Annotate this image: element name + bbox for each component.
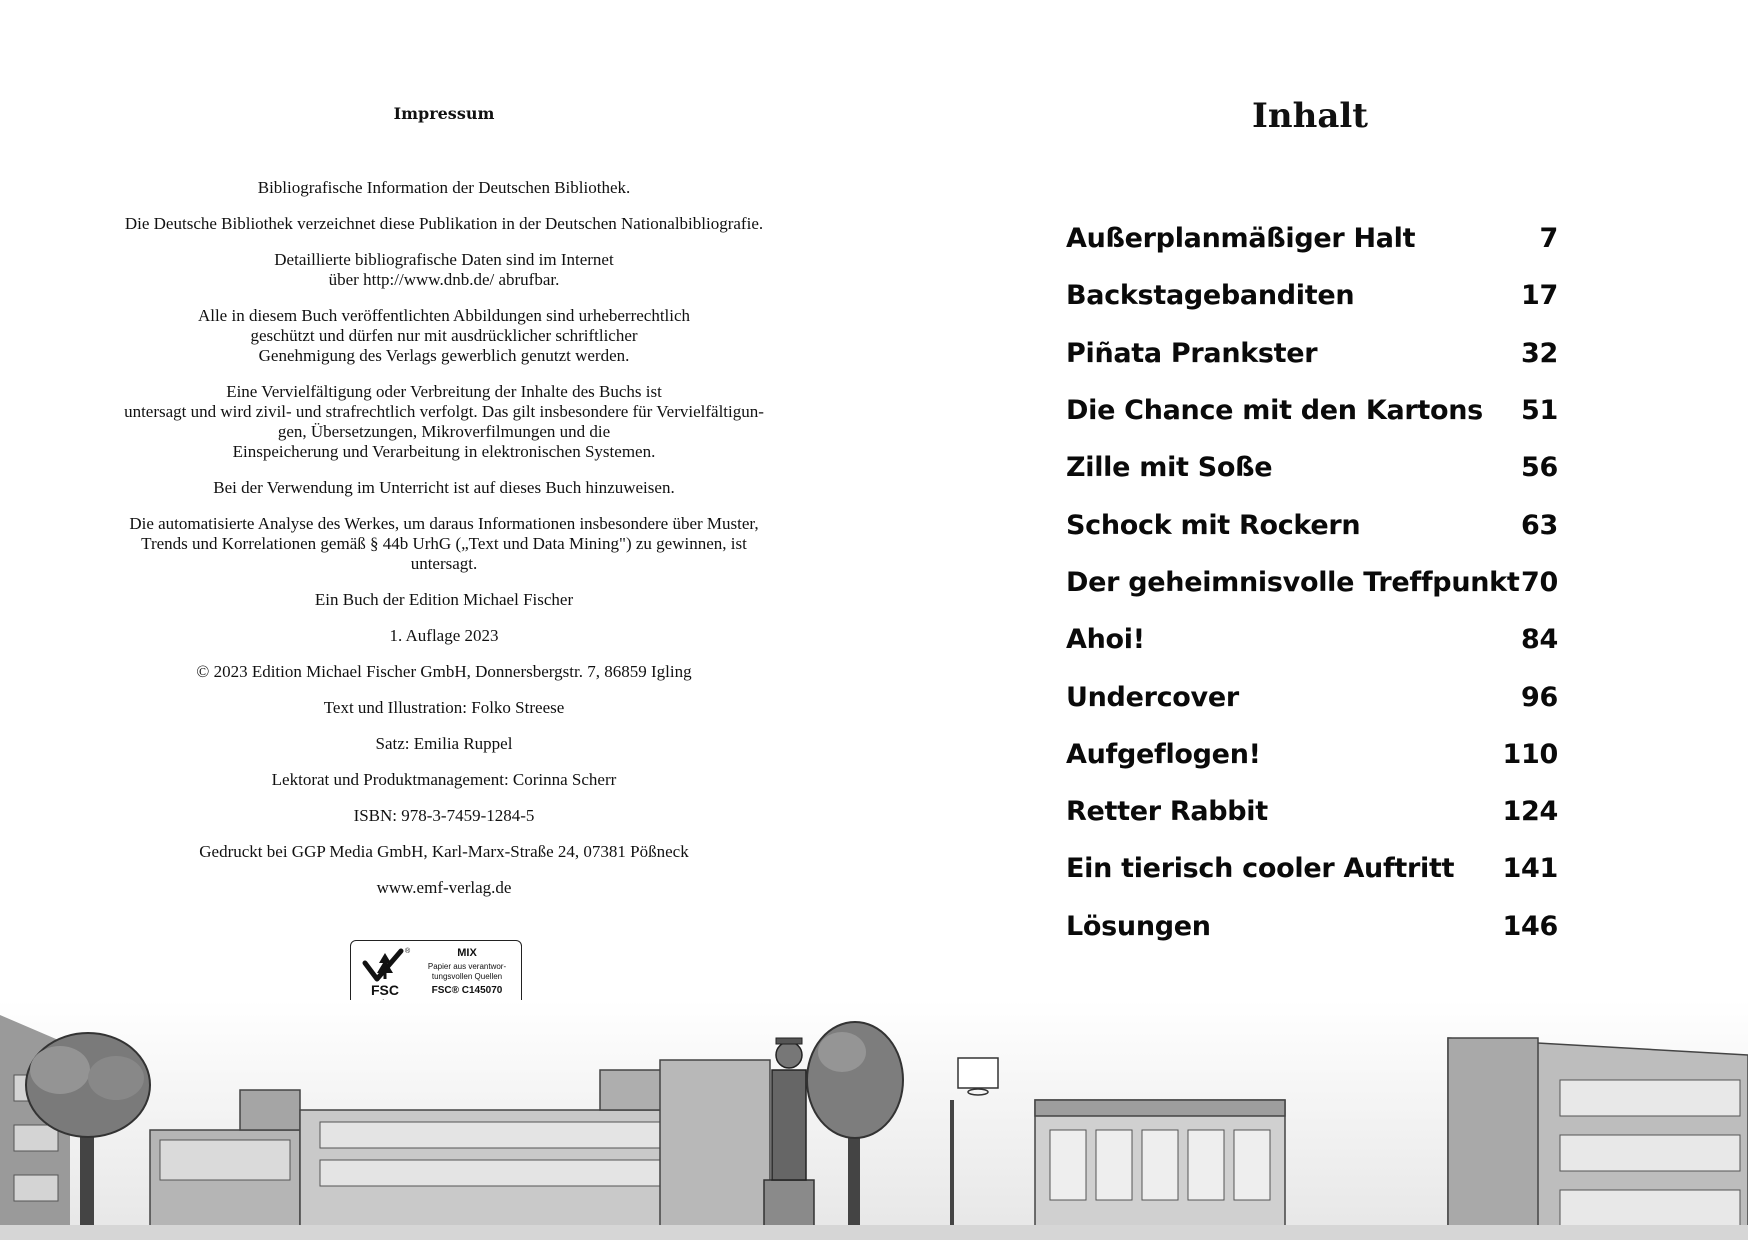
fsc-text	[415, 947, 519, 996]
printer-line: Gedruckt bei GGP Media GmbH, Karl-Marx-Straße 24, 07381 Pößneck	[199, 842, 689, 861]
toc-page-number: 84	[1521, 624, 1558, 656]
impressum-paragraph: Detaillierte bibliografische Daten sind im Internet über http://www.dnb.de/ abrufbar.	[274, 250, 614, 289]
impressum-paragraph: Alle in diesem Buch veröffentlichten Abbildungen sind urheberrechtlich geschützt und dürfen nur mit ausdrücklicher schriftlicher Genehmigung des Verlags gewerblich genutzt werden.	[197, 306, 691, 365]
toc-page-number: 56	[1521, 452, 1558, 484]
toc-chapter-title: Der geheimnisvolle Treffpunkt	[1066, 566, 1520, 598]
toc-page-number: 110	[1502, 738, 1558, 770]
toc-entry[interactable]	[1066, 726, 1558, 783]
toc-chapter-title: Außerplanmäßiger Halt	[1066, 223, 1416, 255]
toc-page-number: 124	[1502, 796, 1558, 828]
toc-entry[interactable]	[1066, 840, 1558, 897]
toc-entry[interactable]	[1066, 325, 1558, 382]
toc-entry[interactable]	[1066, 382, 1558, 439]
schoolyard-illustration	[0, 1000, 1748, 1240]
toc-page-number: 63	[1521, 509, 1558, 541]
author-line: Text und Illustration: Folko Streese	[323, 698, 565, 717]
editor-line: Lektorat und Produktmanagement: Corinna Scherr	[271, 770, 617, 789]
fsc-registered-mark: ®	[405, 948, 411, 955]
toc-chapter-title: Retter Rabbit	[1066, 796, 1268, 828]
toc-page-number: 32	[1521, 337, 1558, 369]
impressum-paragraph: Die automatisierte Analyse des Werkes, um daraus Informationen insbesondere über Muster, Trends und Korrelationen gemäß § 44b UrhG („Text und Data Mining") zu gewinnen, ist untersagt.	[129, 514, 759, 573]
toc-chapter-title: Ahoi!	[1066, 624, 1145, 656]
toc-chapter-title: Zille mit Soße	[1066, 452, 1273, 484]
toc-entry[interactable]	[1066, 783, 1558, 840]
toc-chapter-title: Aufgeflogen!	[1066, 738, 1261, 770]
fsc-code: FSC® C145070	[431, 985, 503, 996]
toc-chapter-title: Lösungen	[1066, 910, 1211, 942]
table-of-contents	[1066, 210, 1558, 955]
website-link[interactable]: www.emf-verlag.de	[376, 878, 512, 897]
toc-entry[interactable]	[1066, 554, 1558, 611]
toc-page-number: 7	[1539, 223, 1558, 255]
edition-line: 1. Auflage 2023	[389, 626, 499, 645]
typesetting-line: Satz: Emilia Ruppel	[375, 734, 513, 753]
toc-page-number: 70	[1521, 566, 1558, 598]
contents-title: Inhalt	[1252, 96, 1368, 136]
publisher-line: Ein Buch der Edition Michael Fischer	[314, 590, 574, 609]
pavilion	[1035, 1100, 1285, 1240]
toc-page-number: 146	[1502, 910, 1558, 942]
fsc-mix: MIX	[457, 947, 477, 959]
toc-chapter-title: Piñata Prankster	[1066, 337, 1318, 369]
toc-chapter-title: Undercover	[1066, 681, 1239, 713]
school-building-right	[1448, 1038, 1748, 1240]
impressum-text	[94, 178, 794, 914]
impressum-paragraph: Bibliografische Information der Deutschen Bibliothek.	[257, 178, 631, 197]
toc-chapter-title: Ein tierisch cooler Auftritt	[1066, 853, 1455, 885]
toc-page-number: 96	[1521, 681, 1558, 713]
impressum-paragraph: Die Deutsche Bibliothek verzeichnet diese Publikation in der Deutschen Nationalbibliografie.	[124, 214, 764, 233]
toc-page-number: 17	[1521, 280, 1558, 312]
impressum-paragraph: Bei der Verwendung im Unterricht ist auf dieses Buch hinzuweisen.	[213, 478, 675, 497]
fsc-description: Papier aus verantwor- tungsvollen Quellen	[427, 962, 507, 981]
toc-entry[interactable]	[1066, 496, 1558, 553]
toc-chapter-title: Backstagebanditen	[1066, 280, 1355, 312]
toc-entry[interactable]	[1066, 611, 1558, 668]
toc-entry[interactable]	[1066, 439, 1558, 496]
toc-entry[interactable]	[1066, 898, 1558, 955]
impressum-paragraph: Eine Vervielfältigung oder Verbreitung der Inhalte des Buchs ist untersagt und wird zivil- und strafrechtlich verfolgt. Das gilt insbesondere für Vervielfältigun- gen, Übersetzungen, Mikroverfilmungen und die Einspeicherung und Verarbeitung in elektronischen Systemen.	[124, 382, 764, 461]
isbn-line: ISBN: 978-3-7459-1284-5	[353, 806, 535, 825]
toc-page-number: 51	[1521, 395, 1558, 427]
copyright-line: © 2023 Edition Michael Fischer GmbH, Donnersbergstr. 7, 86859 Igling	[196, 662, 692, 681]
toc-entry[interactable]	[1066, 267, 1558, 324]
fsc-tree-check-icon	[357, 945, 413, 1007]
impressum-title: Impressum	[393, 104, 495, 123]
toc-page-number: 141	[1502, 853, 1558, 885]
toc-chapter-title: Schock mit Rockern	[1066, 509, 1361, 541]
toc-entry[interactable]	[1066, 668, 1558, 725]
toc-chapter-title: Die Chance mit den Kartons	[1066, 395, 1483, 427]
toc-entry[interactable]	[1066, 210, 1558, 267]
fsc-logo-text: FSC	[371, 982, 399, 998]
